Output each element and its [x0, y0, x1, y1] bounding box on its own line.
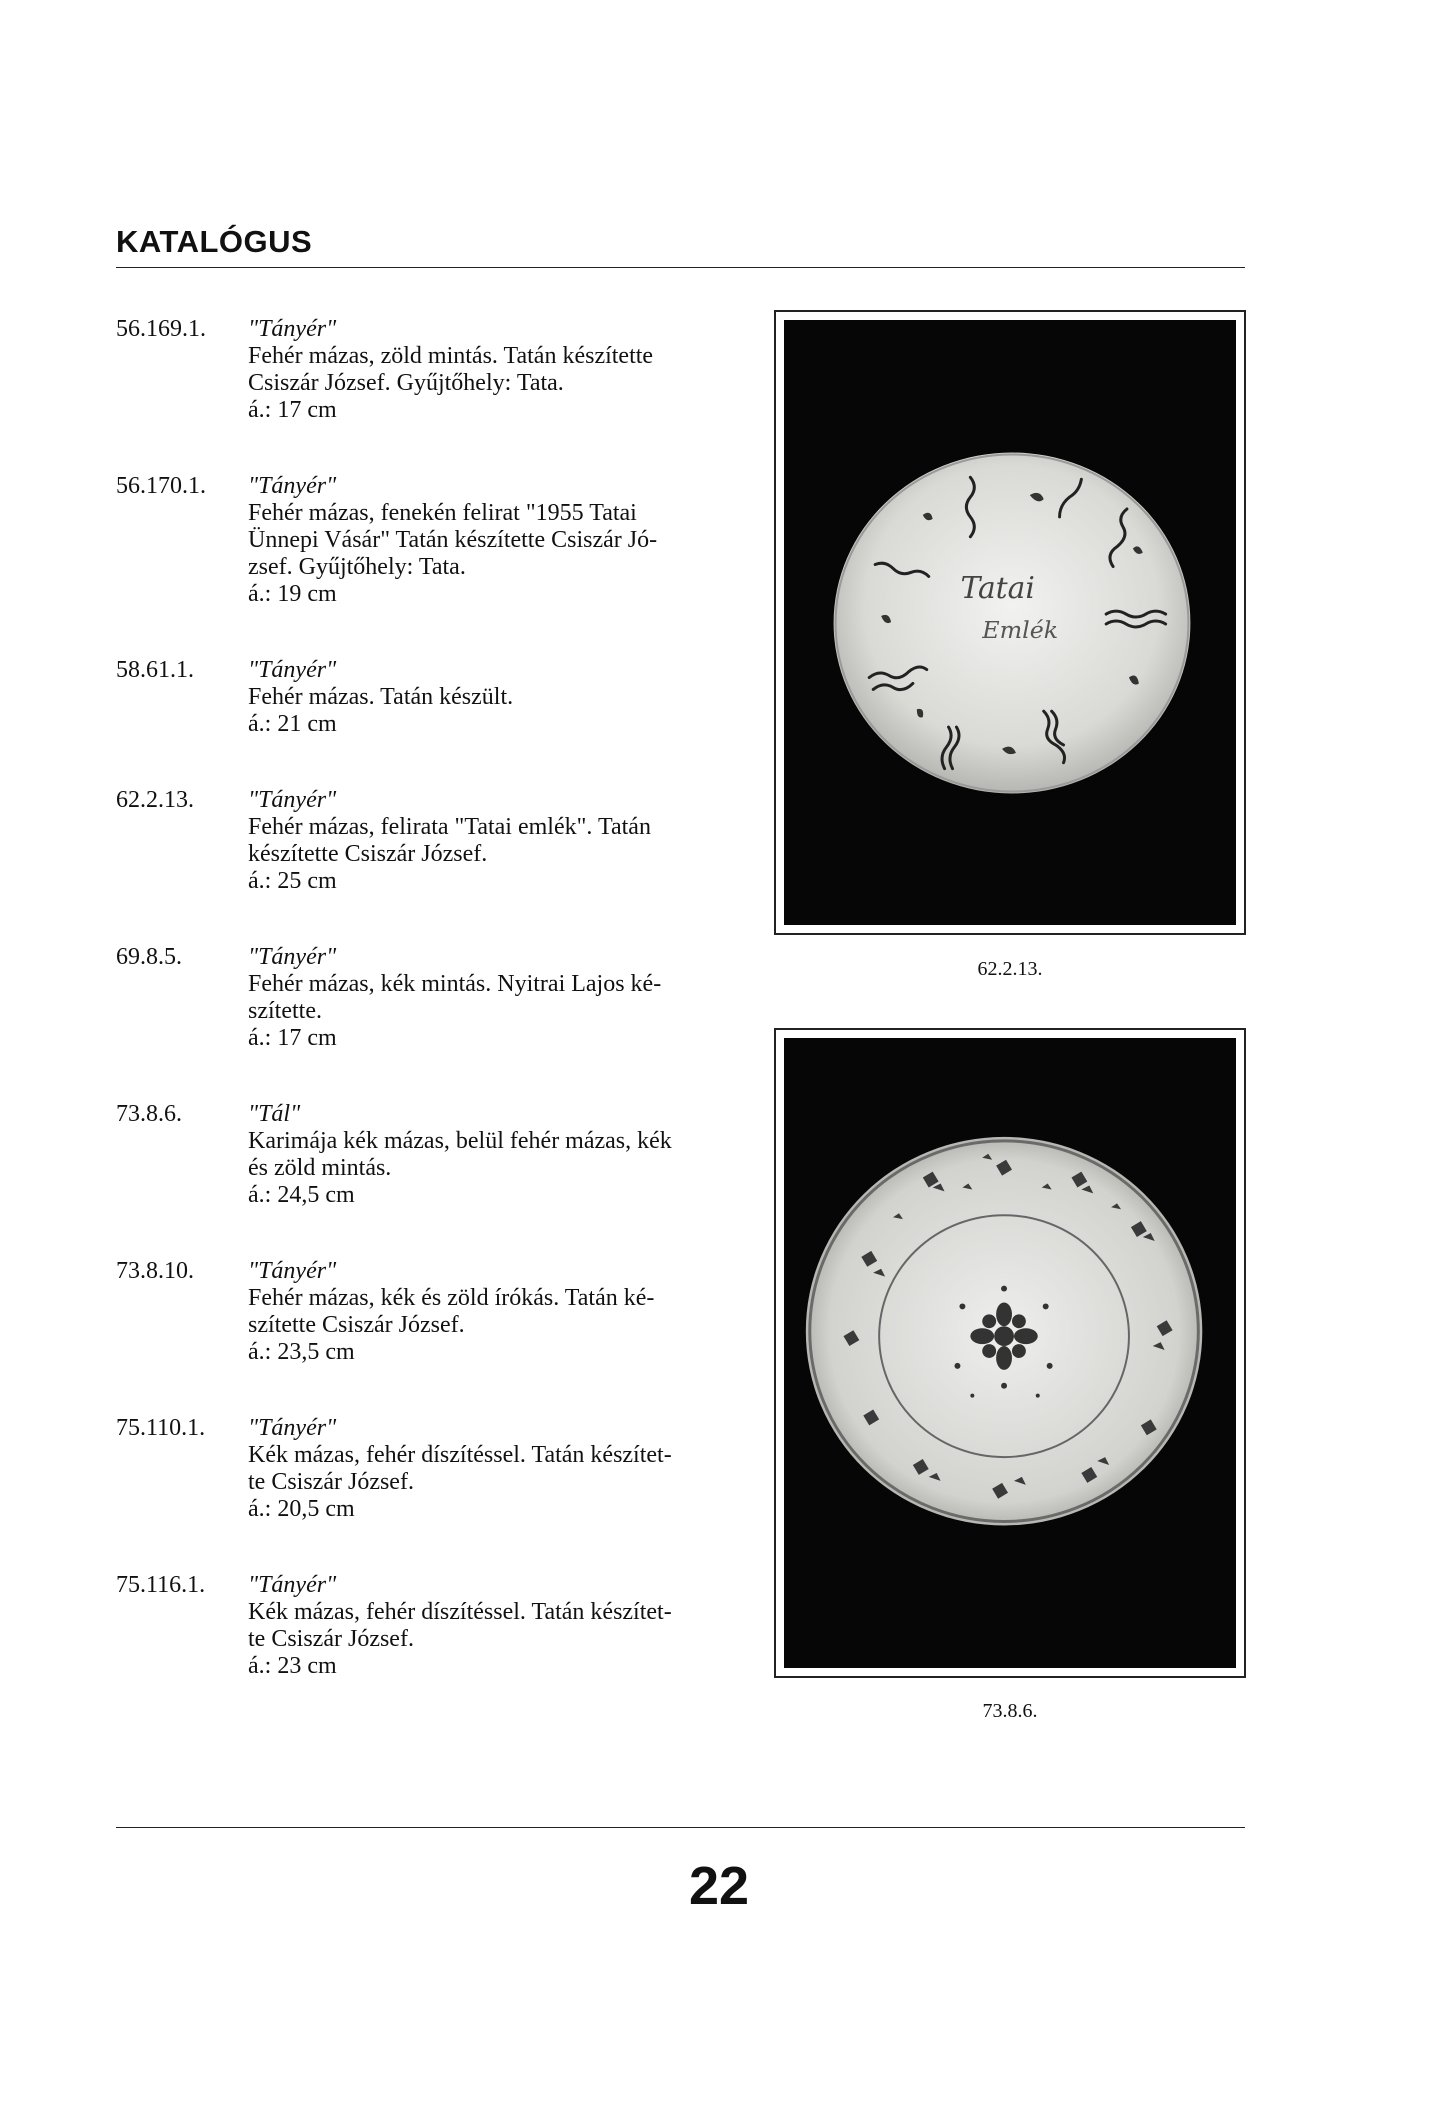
entry-size: á.: 17 cm: [248, 1025, 337, 1051]
entry-description: Csiszár József. Gyűjtőhely: Tata.: [248, 370, 564, 396]
catalog-entry: [116, 657, 756, 738]
entry-id: 75.116.1.: [116, 1572, 206, 1598]
footer-divider: [116, 1827, 1245, 1828]
entry-id: 58.61.1.: [116, 657, 194, 683]
entry-description: te Csiszár József.: [248, 1469, 414, 1495]
entry-size: á.: 23 cm: [248, 1653, 337, 1679]
entry-description: Kék mázas, fehér díszítéssel. Tatán készítet-: [248, 1599, 672, 1625]
inscribed-plate-photo: [784, 320, 1236, 925]
entry-title: "Tányér": [248, 1572, 337, 1598]
plate-inscription-line2: Emlék: [982, 615, 1059, 644]
entry-size: á.: 24,5 cm: [248, 1182, 355, 1208]
catalog-entries: [116, 316, 756, 1729]
entry-id: 56.169.1.: [116, 316, 206, 342]
figure-caption: 73.8.6.: [982, 1700, 1038, 1722]
entry-id: 73.8.10.: [116, 1258, 194, 1284]
entry-size: á.: 19 cm: [248, 581, 337, 607]
catalog-entry: [116, 1415, 756, 1523]
photo-background: [784, 1038, 1236, 1668]
entry-title: "Tányér": [248, 473, 337, 499]
photo-background: [784, 320, 1236, 925]
entry-title: "Tányér": [248, 1258, 337, 1284]
entry-description: Fehér mázas, kék mintás. Nyitrai Lajos ké-: [248, 971, 662, 997]
entry-id: 69.8.5.: [116, 944, 182, 970]
entry-description: Karimája kék mázas, belül fehér mázas, kék: [248, 1128, 672, 1154]
catalog-entry: [116, 944, 756, 1052]
entry-size: á.: 20,5 cm: [248, 1496, 355, 1522]
entry-description: szítette Csiszár József.: [248, 1312, 465, 1338]
entry-size: á.: 21 cm: [248, 711, 337, 737]
entry-description: Fehér mázas, zöld mintás. Tatán készítette: [248, 343, 654, 369]
catalog-entry: [116, 316, 756, 424]
entry-description: Kék mázas, fehér díszítéssel. Tatán készítet-: [248, 1442, 672, 1468]
entry-description: Fehér mázas, kék és zöld írókás. Tatán ké-: [248, 1285, 655, 1311]
entry-title: "Tányér": [248, 316, 337, 342]
entry-id: 73.8.6.: [116, 1101, 182, 1127]
entry-description: te Csiszár József.: [248, 1626, 414, 1652]
decorated-dish-photo: [784, 1038, 1236, 1668]
entry-id: 56.170.1.: [116, 473, 206, 499]
entry-title: "Tányér": [248, 944, 337, 970]
figure-caption: 62.2.13.: [977, 958, 1043, 980]
entry-description: Fehér mázas, felirata "Tatai emlék". Tatán: [248, 814, 651, 840]
entry-description: és zöld mintás.: [248, 1155, 392, 1181]
catalog-entry: [116, 1258, 756, 1366]
entry-description: Fehér mázas. Tatán készült.: [248, 684, 514, 710]
entry-size: á.: 17 cm: [248, 397, 337, 423]
entry-description: Fehér mázas, fenekén felirat "1955 Tatai: [248, 500, 637, 526]
entry-description: zsef. Gyűjtőhely: Tata.: [248, 554, 466, 580]
catalog-entry: [116, 1572, 756, 1680]
dish-photo-figure: [774, 1028, 1246, 1678]
entry-id: 75.110.1.: [116, 1415, 206, 1441]
entry-description: szítette.: [248, 998, 322, 1024]
plate-inscription-line1: Tatai: [960, 571, 1035, 607]
entry-title: "Tányér": [248, 787, 337, 813]
entry-description: Ünnepi Vásár" Tatán készítette Csiszár Jó-: [248, 527, 658, 553]
plate-photo-figure: [774, 310, 1246, 935]
entry-description: készítette Csiszár József.: [248, 841, 488, 867]
page-title: KATALÓGUS: [116, 224, 313, 259]
entry-title: "Tányér": [248, 657, 337, 683]
catalog-entry: [116, 1101, 756, 1209]
header-divider: [116, 267, 1245, 268]
entry-title: "Tál": [248, 1101, 301, 1127]
page-number: 22: [688, 1856, 750, 1916]
entry-size: á.: 25 cm: [248, 868, 337, 894]
catalog-entry: [116, 473, 756, 608]
catalog-entry: [116, 787, 756, 895]
entry-id: 62.2.13.: [116, 787, 194, 813]
entry-title: "Tányér": [248, 1415, 337, 1441]
entry-size: á.: 23,5 cm: [248, 1339, 355, 1365]
